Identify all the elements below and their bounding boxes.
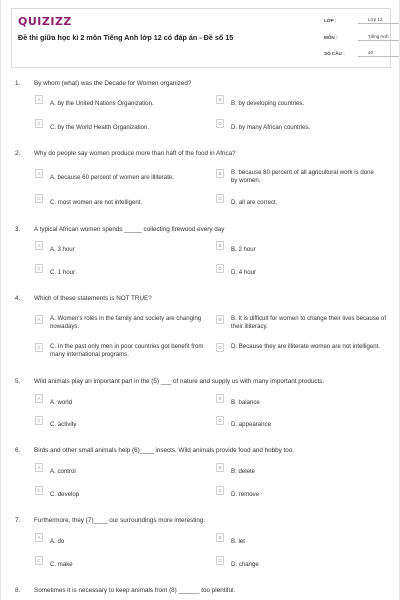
- option-letter-b: B: [216, 95, 224, 104]
- option-letter-a: A: [35, 463, 43, 472]
- question-text: By whom (what) was the Decade for Women organized?: [34, 80, 192, 87]
- option-letter-b: B: [216, 315, 224, 324]
- option-text: C. most women are not intelligent.: [50, 199, 143, 206]
- question-number: 8.: [15, 587, 21, 594]
- option-letter-b: B: [216, 394, 224, 403]
- option-text: A. control: [50, 468, 76, 475]
- option-text: B. It is difficult for women to change their lives because of their illiteracy.: [231, 315, 387, 331]
- option-text: D. change: [231, 561, 259, 568]
- option-text: D. 4 hour: [231, 269, 257, 276]
- option-text: B. 2 hour: [231, 246, 256, 253]
- option-letter-d: D: [216, 486, 224, 495]
- question-text: A typical African women spends _____ collecting firewood every day: [34, 226, 225, 233]
- option-text: B. delete: [231, 468, 256, 475]
- question-text: Furthermore, they (7)____ our surroundings more interesting.: [34, 517, 206, 524]
- option-text: B. because 80 percent of all agricultural work is done by women.: [231, 169, 374, 185]
- option-text: C. by the World Health Organization.: [50, 124, 150, 131]
- option-text: A. do: [50, 538, 65, 545]
- option-text: C. activity: [50, 421, 77, 428]
- subject-value: Tiếng Anh: [358, 34, 400, 41]
- question-number: 7.: [15, 517, 21, 524]
- option-text: B. let: [231, 538, 245, 545]
- option-text: A. by the United Nations Organization.: [50, 100, 154, 107]
- option-letter-a: A: [35, 394, 43, 403]
- option-text: A. 3 hour: [50, 246, 75, 253]
- option-letter-d: D: [216, 264, 224, 273]
- question-text: Birds and other small animals help (6)____ insects. Wild animals provide food and hobby too.: [34, 447, 295, 454]
- option-text: D. remove: [231, 491, 260, 498]
- option-letter-d: D: [216, 416, 224, 425]
- question-text: Which of these statements is NOT TRUE?: [34, 295, 152, 302]
- option-letter-b: B: [216, 463, 224, 472]
- option-letter-c: C: [35, 556, 43, 565]
- option-letter-c: C: [35, 486, 43, 495]
- option-letter-a: A: [35, 533, 43, 542]
- option-text: D. all are correct.: [231, 199, 278, 206]
- class-value: Lớp 12: [358, 17, 400, 24]
- option-text: B. balance: [231, 399, 260, 406]
- question-text: Wild animals play an important part in the (5) ___ of nature and supply us with many important products.: [34, 378, 325, 385]
- class-label: LỚP :: [324, 18, 337, 23]
- question-count-value: 40: [358, 50, 400, 57]
- option-text: D. Because they are illiterate women are not intelligent.: [231, 343, 381, 350]
- option-text: B. by developing countries.: [231, 100, 305, 107]
- option-letter-c: C: [35, 119, 43, 128]
- worksheet-header: [11, 8, 391, 68]
- option-text: A. world: [50, 399, 73, 406]
- option-letter-c: C: [35, 264, 43, 273]
- option-letter-a: A: [35, 315, 43, 324]
- option-letter-a: A: [35, 169, 43, 178]
- option-letter-c: C: [35, 416, 43, 425]
- option-text: C. develop: [50, 491, 80, 498]
- option-letter-b: B: [216, 241, 224, 250]
- option-letter-a: A: [35, 241, 43, 250]
- option-letter-b: B: [216, 169, 224, 178]
- question-text: Why do people say women produce more than haft of the food in Africa?: [34, 150, 236, 157]
- question-number: 4.: [15, 295, 21, 302]
- option-letter-c: C: [35, 194, 43, 203]
- page-title: Đề thi giữa học kì 2 môn Tiếng Anh lớp 12 có đáp án - Đề số 15: [18, 33, 234, 42]
- question-number: 2.: [15, 150, 21, 157]
- subject-label: MÔN :: [324, 35, 338, 40]
- option-text: A. because 60 percent of women are illiterate.: [50, 174, 174, 181]
- option-letter-d: D: [216, 556, 224, 565]
- option-text: C. In the past only men in poor countries got benefit from many international programs.: [50, 343, 204, 359]
- option-text: A. Women's roles in the family and society are changing nowadays.: [50, 315, 202, 331]
- question-number: 5.: [15, 378, 21, 385]
- option-text: D. by many African countries.: [231, 124, 311, 131]
- option-text: C. make: [50, 561, 73, 568]
- question-number: 3.: [15, 226, 21, 233]
- quizizz-logo: QUIZIZZ: [18, 15, 72, 28]
- question-number: 6.: [15, 447, 21, 454]
- question-count-label: SỐ CÂU :: [324, 51, 345, 56]
- question-number: 1.: [15, 80, 21, 87]
- option-letter-d: D: [216, 343, 224, 352]
- option-letter-b: B: [216, 533, 224, 542]
- option-letter-a: A: [35, 95, 43, 104]
- option-letter-d: D: [216, 194, 224, 203]
- option-letter-d: D: [216, 119, 224, 128]
- option-letter-c: C: [35, 343, 43, 352]
- option-text: C. 1 hour: [50, 269, 76, 276]
- question-text: Sometimes it is necessary to keep animals from (8) ______ too plentiful.: [34, 587, 236, 594]
- option-text: D. appearance: [231, 421, 271, 428]
